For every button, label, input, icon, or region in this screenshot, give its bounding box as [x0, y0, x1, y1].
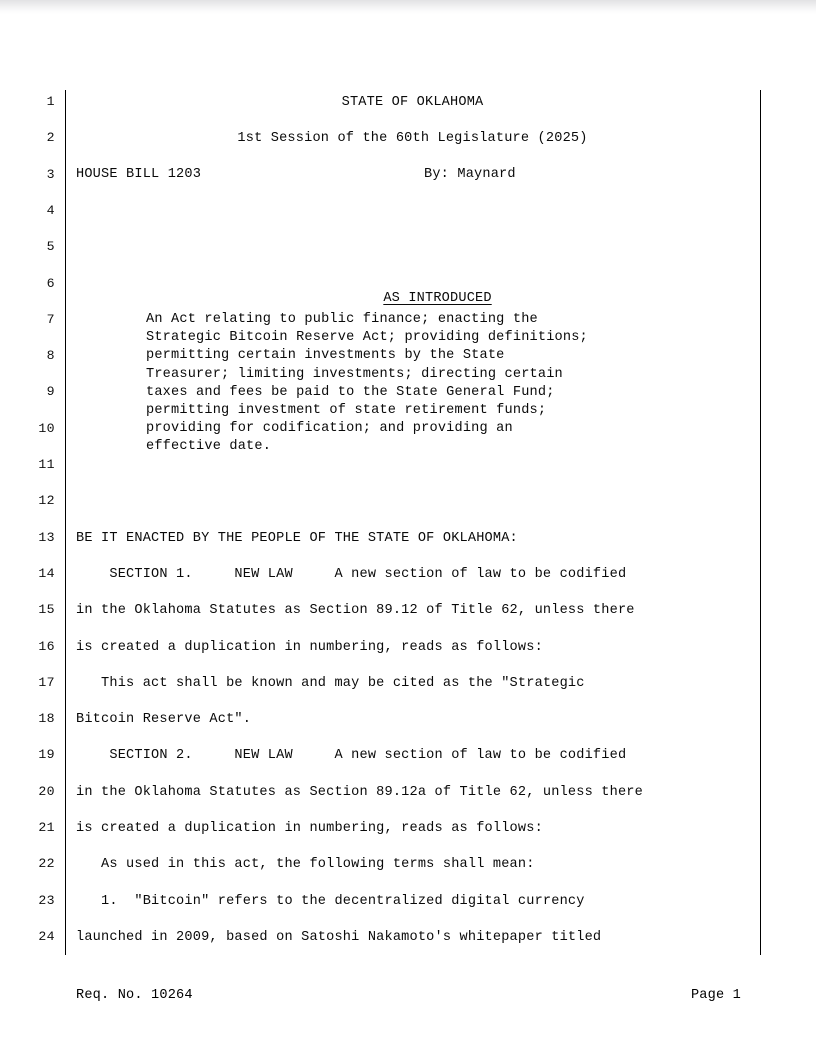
line-number: 11: [38, 457, 55, 472]
bill-text-line: This act shall be known and may be cited as the "Strategic: [76, 675, 585, 691]
line-number: 22: [38, 856, 55, 872]
line-number: 6: [46, 275, 55, 291]
footer-page-label: Page 1: [690, 988, 741, 1003]
line-number: 21: [38, 820, 55, 835]
status-heading-text: AS INTRODUCED: [383, 291, 492, 306]
bill-text-line: SECTION 2. NEW LAW A new section of law to be codified: [76, 748, 627, 764]
title-block-line: Strategic Bitcoin Reserve Act; providing definitions;: [146, 330, 588, 346]
line-number: 16: [38, 638, 55, 654]
bill-text-line: Bitcoin Reserve Act".: [76, 712, 252, 728]
title-block-line: Treasurer; limiting investments; directing certain: [146, 366, 563, 382]
line-number: 3: [46, 166, 55, 182]
line-number: 20: [38, 783, 55, 799]
bill-text-line: is created a duplication in numbering, reads as follows:: [76, 821, 543, 836]
title-block-line: effective date.: [146, 439, 272, 455]
line-number: 2: [46, 130, 55, 146]
line-number: 17: [38, 674, 55, 690]
line-number: 1: [46, 94, 55, 109]
title-block-line: An Act relating to public finance; enacting the: [146, 312, 538, 327]
bill-text-line: launched in 2009, based on Satoshi Nakamoto's whitepaper titled: [76, 929, 602, 945]
line-number: 7: [46, 311, 55, 327]
bill-text-line: As used in this act, the following terms shall mean:: [76, 857, 535, 873]
bill-number: HOUSE BILL 1203: [76, 167, 202, 182]
bill-text-line: in the Oklahoma Statutes as Section 89.12 of Title 62, unless there: [76, 603, 635, 619]
line-number: 24: [38, 928, 55, 944]
line-number: 19: [38, 747, 55, 763]
line-number: 9: [46, 384, 55, 400]
bill-text-line: is created a duplication in numbering, reads as follows:: [76, 639, 543, 655]
title-block-line: permitting investment of state retirement funds;: [146, 403, 547, 418]
title-block-line: taxes and fees be paid to the State General Fund;: [146, 384, 555, 400]
line-number: 14: [38, 565, 55, 581]
bill-text-line: 1. "Bitcoin" refers to the decentralized digital currency: [76, 893, 585, 909]
state-header: STATE OF OKLAHOMA: [341, 95, 484, 110]
line-number: 4: [46, 202, 55, 218]
line-number: 8: [46, 348, 55, 364]
bill-text-line: SECTION 1. NEW LAW A new section of law to be codified: [76, 566, 627, 582]
footer-request-number: Req. No. 10264: [76, 988, 193, 1003]
bill-author: By: Maynard: [424, 167, 516, 182]
line-number: 12: [38, 493, 55, 509]
bill-text-line: BE IT ENACTED BY THE PEOPLE OF THE STATE OF OKLAHOMA:: [76, 530, 518, 546]
title-block-line: permitting certain investments by the State: [146, 348, 505, 364]
line-number: 5: [46, 239, 55, 255]
title-block-line: providing for codification; and providing an: [146, 421, 513, 437]
line-number: 15: [38, 602, 55, 618]
session-header: 1st Session of the 60th Legislature (2025): [237, 131, 588, 146]
bill-text-line: in the Oklahoma Statutes as Section 89.12a of Title 62, unless there: [76, 784, 643, 800]
line-number: 13: [38, 529, 55, 545]
line-number: 23: [38, 892, 55, 908]
line-number: 10: [38, 420, 55, 436]
line-number: 18: [38, 711, 55, 727]
